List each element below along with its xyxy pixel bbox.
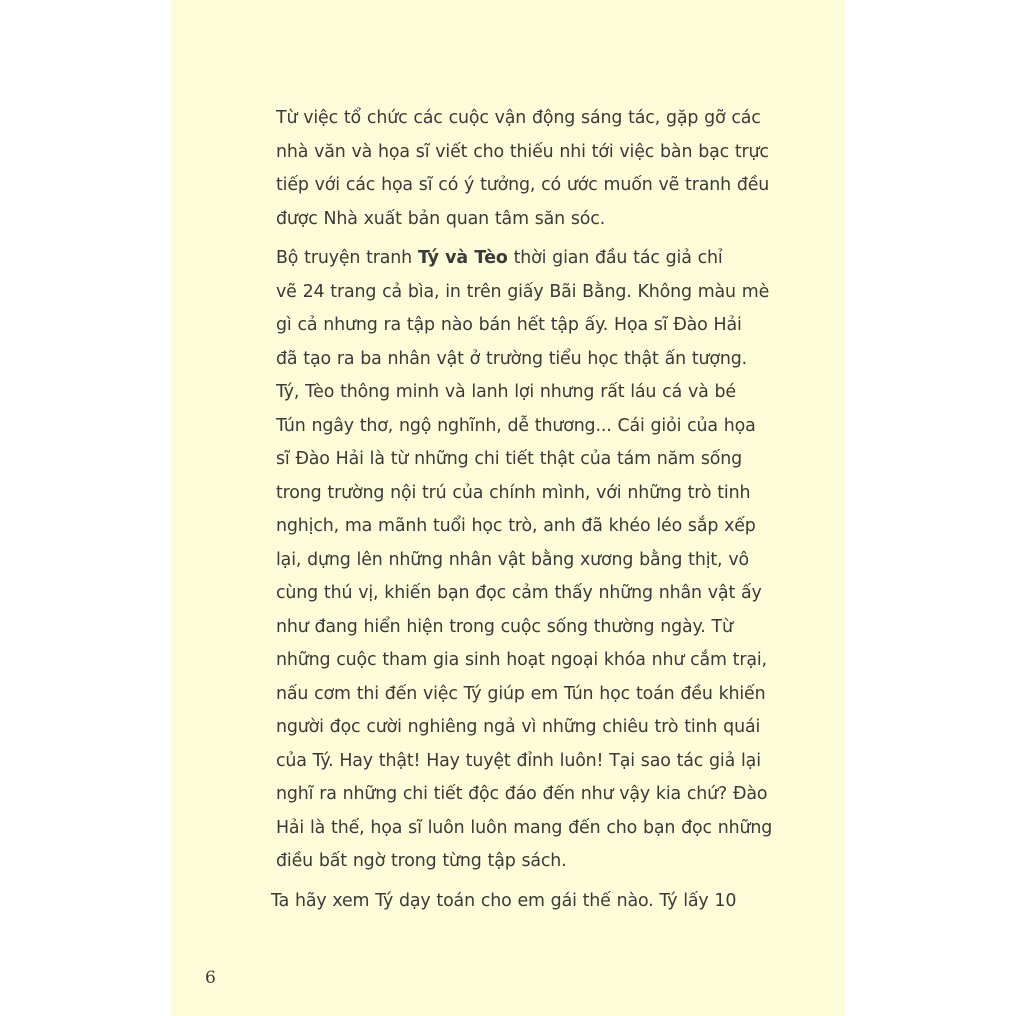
- text-line: Từ việc tổ chức các cuộc vận động sáng tác, gặp gỡ các: [276, 108, 761, 128]
- text-line: lại, dựng lên những nhân vật bằng xương bằng thịt, vô: [276, 549, 749, 570]
- text-line: cùng thú vị, khiến bạn đọc cảm thấy những nhân vật ấy: [276, 583, 762, 603]
- book-page: [171, 0, 845, 1016]
- text-line: Tún ngây thơ, ngộ nghĩnh, dễ thương... Cái giỏi của họa: [276, 415, 756, 436]
- text-line: nghĩ ra những chi tiết độc đáo đến như vậy kia chứ? Đào: [276, 784, 768, 804]
- text-line: điều bất ngờ trong từng tập sách.: [276, 851, 567, 871]
- paragraph-1: [271, 102, 771, 236]
- text-line: sĩ Đào Hải là từ những chi tiết thật của tám năm sống: [276, 449, 743, 469]
- text-line: trong trường nội trú của chính mình, với những trò tinh: [276, 482, 751, 503]
- text-line: Hải là thế, họa sĩ luôn luôn mang đến cho bạn đọc những: [276, 817, 773, 838]
- text-line: như đang hiển hiện trong cuộc sống thường ngày. Từ: [276, 616, 733, 637]
- text-line: tiếp với các họa sĩ có ý tưởng, có ước muốn vẽ tranh đều: [276, 175, 770, 195]
- text-line: Ta hãy xem Tý dạy toán cho em gái thế nào. Tý lấy 10: [271, 890, 737, 911]
- text-line: của Tý. Hay thật! Hay tuyệt đỉnh luôn! Tại sao tác giả lại: [276, 750, 761, 771]
- text-line: nấu cơm thi đến việc Tý giúp em Tún học toán đều khiến: [276, 683, 766, 704]
- text-line: Tý, Tèo thông minh và lanh lợi nhưng rất láu cá và bé: [276, 382, 736, 402]
- text-line: nghịch, ma mãnh tuổi học trò, anh đã khéo léo sắp xếp: [276, 516, 756, 536]
- paragraph-2: [271, 242, 771, 879]
- text-line: vẽ 24 trang cả bìa, in trên giấy Bãi Bằng. Không màu mè: [276, 281, 770, 302]
- text-line: được Nhà xuất bản quan tâm săn sóc.: [276, 208, 606, 229]
- text-line: [276, 242, 771, 276]
- text-line: người đọc cười nghiêng ngả vì những chiêu trò tinh quái: [276, 717, 761, 737]
- text-run: Bộ truyện tranh: [276, 248, 418, 268]
- paragraph-3: [271, 885, 771, 919]
- text-line: gì cả nhưng ra tập nào bán hết tập ấy. Họa sĩ Đào Hải: [276, 315, 742, 335]
- text-line: nhà văn và họa sĩ viết cho thiếu nhi tới việc bàn bạc trực: [276, 141, 769, 162]
- text-line: đã tạo ra ba nhân vật ở trường tiểu học thật ấn tượng.: [276, 348, 748, 369]
- text-line: những cuộc tham gia sinh hoạt ngoại khóa như cắm trại,: [276, 650, 767, 670]
- body-text: [271, 102, 771, 918]
- book-title-bold: Tý và Tèo: [417, 248, 508, 268]
- page-number: 6: [205, 968, 216, 988]
- text-run: thời gian đầu tác giả chỉ: [507, 248, 723, 268]
